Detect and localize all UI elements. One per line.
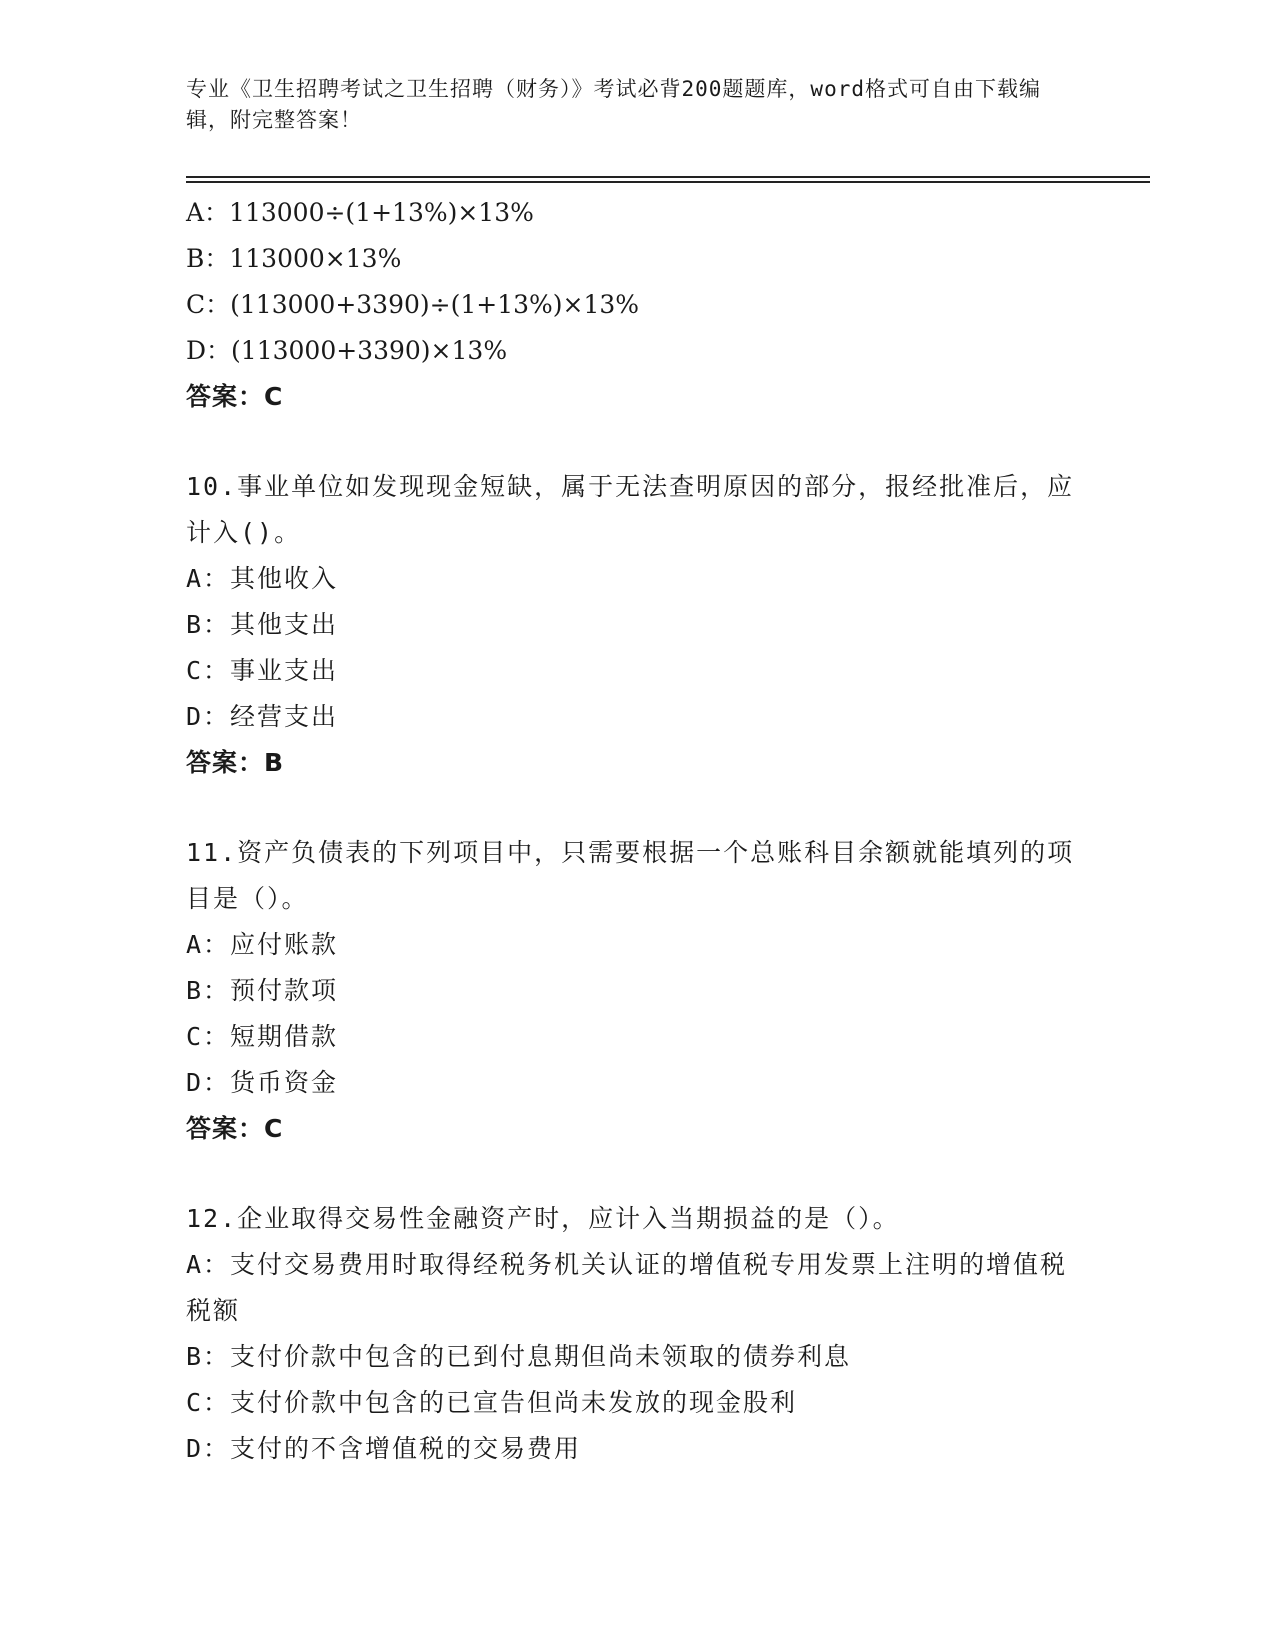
question-12-option-b: B：支付价款中包含的已到付息期但尚未领取的债券利息 xyxy=(186,1342,852,1371)
document-header: 专业《卫生招聘考试之卫生招聘（财务）》考试必背200题题库，word格式可自由下载编辑，附完整答案！ xyxy=(186,77,1041,132)
question-10-option-b: B：其他支出 xyxy=(186,610,339,639)
question-11-answer: 答案：C xyxy=(186,1114,284,1143)
question-11-stem: 11.资产负债表的下列项目中，只需要根据一个总账科目余额就能填列的项目是（）。 xyxy=(186,838,1075,913)
question-10-answer: 答案：B xyxy=(186,748,285,777)
question-10-stem: 10.事业单位如发现现金短缺，属于无法查明原因的部分，报经批准后，应计入()。 xyxy=(186,472,1075,547)
question-10-option-a: A：其他收入 xyxy=(186,564,339,593)
question-11-option-c: C：短期借款 xyxy=(186,1022,339,1051)
spacer xyxy=(186,1152,1086,1196)
question-12-option-c: C：支付价款中包含的已宣告但尚未发放的现金股利 xyxy=(186,1388,798,1417)
spacer xyxy=(186,786,1086,830)
question-11-option-b: B：预付款项 xyxy=(186,976,339,1005)
question-12-option-d: D：支付的不含增值税的交易费用 xyxy=(186,1434,582,1463)
question-10-option-c: C：事业支出 xyxy=(186,656,339,685)
question-11-option-d: D：货币资金 xyxy=(186,1068,339,1097)
question-9-option-b: B：113000×13% xyxy=(186,244,402,273)
question-9-option-c: C：(113000+3390)÷(1+13%)×13% xyxy=(186,290,640,319)
question-10-option-d: D：经营支出 xyxy=(186,702,339,731)
question-9-option-d: D：(113000+3390)×13% xyxy=(186,336,508,365)
question-9-option-a: A：113000÷(1+13%)×13% xyxy=(186,198,534,227)
question-11-block xyxy=(186,830,1086,1152)
question-12-block xyxy=(186,1196,1086,1472)
question-12-stem: 12.企业取得交易性金融资产时，应计入当期损益的是（）。 xyxy=(186,1204,900,1233)
question-list xyxy=(186,190,1086,1472)
header-divider-top xyxy=(186,176,1150,178)
question-9-block xyxy=(186,190,1086,420)
question-12-option-a: A：支付交易费用时取得经税务机关认证的增值税专用发票上注明的增值税税额 xyxy=(186,1250,1068,1325)
question-10-block xyxy=(186,464,1086,786)
spacer xyxy=(186,420,1086,464)
header-divider-bottom xyxy=(186,181,1150,183)
question-9-answer: 答案：C xyxy=(186,382,284,411)
question-11-option-a: A：应付账款 xyxy=(186,930,339,959)
